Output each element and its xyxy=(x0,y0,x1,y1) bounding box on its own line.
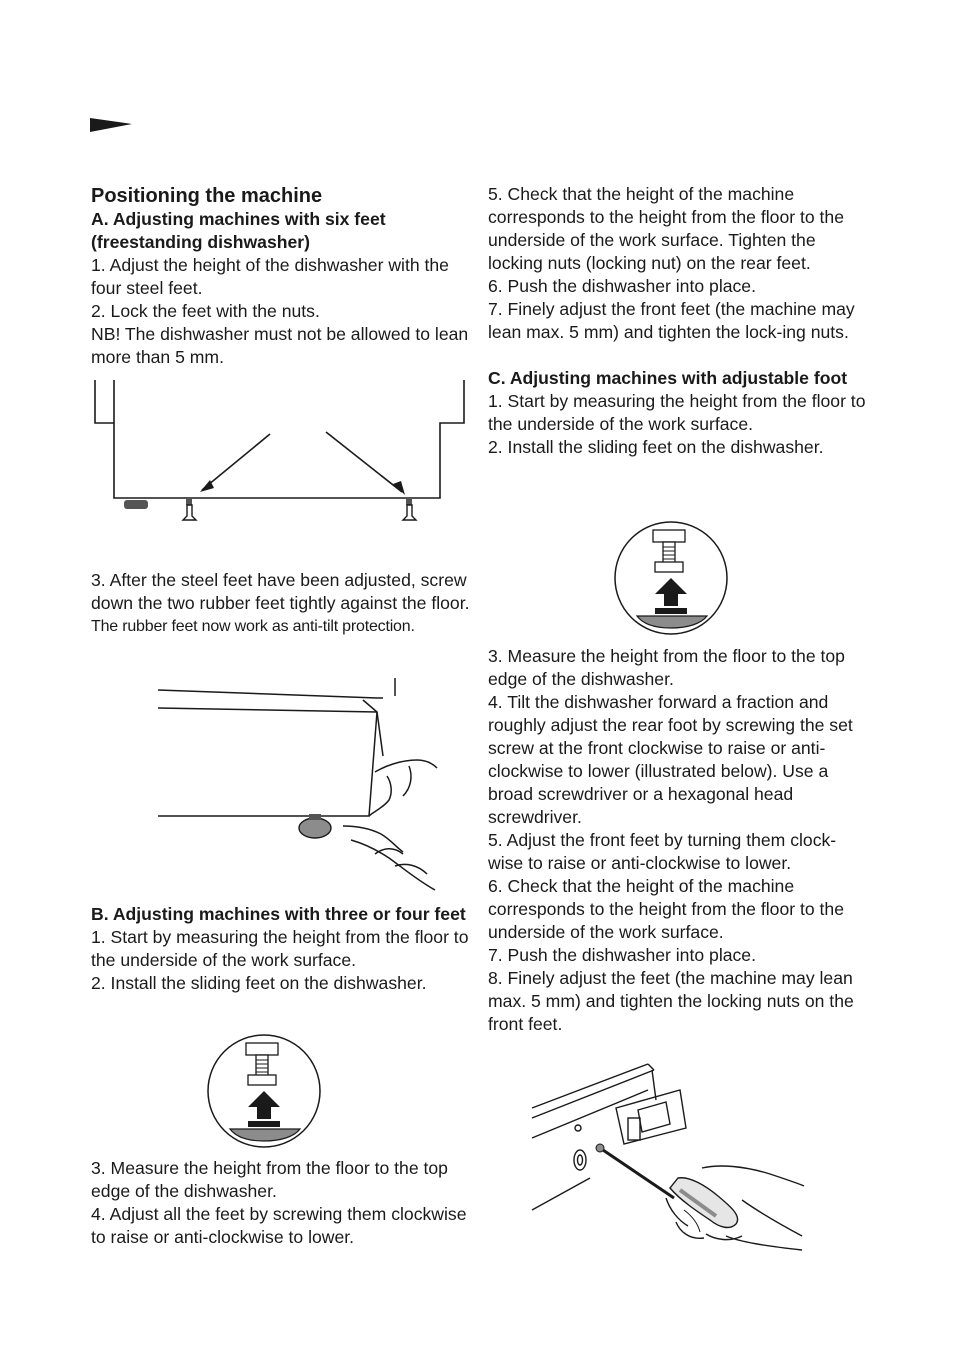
section-a-step2: 2. Lock the feet with the nuts. xyxy=(91,301,320,321)
section-a-step1: 1. Adjust the height of the dishwasher with the four steel feet. xyxy=(91,255,449,298)
sliding-foot-icon-right xyxy=(613,520,729,636)
section-c-step5: 5. Adjust the front feet by turning them clock-wise to raise or anti-clockwise to lower. xyxy=(488,830,837,873)
section-a-step3-note: The rubber feet now work as anti-tilt protection. xyxy=(91,618,415,635)
screwdriver-adjust-illustration xyxy=(530,1060,810,1255)
section-b-heading: B. Adjusting machines with three or four feet xyxy=(91,904,466,924)
section-b-step1: 1. Start by measuring the height from the floor to the underside of the work surface. xyxy=(91,927,469,970)
page-title: Positioning the machine xyxy=(91,185,323,207)
section-b-step6: 6. Push the dishwasher into place. xyxy=(488,276,756,296)
left-column-top xyxy=(91,184,471,369)
section-a-step3: 3. After the steel feet have been adjusted, screw down the two rubber feet tightly against the floor. xyxy=(91,570,470,613)
section-a-heading: A. Adjusting machines with six feet (freestanding dishwasher) xyxy=(91,209,386,252)
section-c-step4: 4. Tilt the dishwasher forward a fraction and roughly adjust the rear foot by screwing the set screw at the front clockwise to raise or anti-clockwise to lower (illustrated below). Use a broad screwdriver or a hexagonal head screwdriver. xyxy=(488,692,853,827)
section-b-step7: 7. Finely adjust the front feet (the machine may lean max. 5 mm) and tighten the lock-ing nuts. xyxy=(488,299,855,342)
section-c-heading: C. Adjusting machines with adjustable foot xyxy=(488,368,848,388)
section-c-step3: 3. Measure the height from the floor to the top edge of the dishwasher. xyxy=(488,646,845,689)
dishwasher-feet-illustration xyxy=(90,378,470,528)
section-b-step4: 4. Adjust all the feet by screwing them clockwise to raise or anti-clockwise to lower. xyxy=(91,1204,467,1247)
section-b-step3: 3. Measure the height from the floor to the top edge of the dishwasher. xyxy=(91,1158,448,1201)
section-a-note: NB! The dishwasher must not be allowed to lean more than 5 mm. xyxy=(91,324,469,367)
left-column-bottom xyxy=(91,1157,476,1249)
section-c-step8: 8. Finely adjust the feet (the machine may lean max. 5 mm) and tighten the locking nuts on the front feet. xyxy=(488,968,854,1034)
right-column-top xyxy=(488,183,866,459)
rubber-foot-hand-illustration xyxy=(155,676,445,896)
section-b-step5: 5. Check that the height of the machine corresponds to the height from the floor to the underside of the work surface. Tighten the locking nuts (locking nut) on the rear feet. xyxy=(488,184,844,273)
left-column-section-b xyxy=(91,903,471,995)
arrow-marker-icon xyxy=(90,114,134,134)
left-column-mid xyxy=(91,569,471,638)
section-c-step1: 1. Start by measuring the height from the floor to the underside of the work surface. xyxy=(488,391,866,434)
sliding-foot-icon xyxy=(206,1033,322,1149)
section-c-step2: 2. Install the sliding feet on the dishwasher. xyxy=(488,437,824,457)
right-column-bottom xyxy=(488,645,866,1036)
section-b-step2: 2. Install the sliding feet on the dishwasher. xyxy=(91,973,427,993)
section-c-step6: 6. Check that the height of the machine corresponds to the height from the floor to the underside of the work surface. xyxy=(488,876,844,942)
section-c-step7: 7. Push the dishwasher into place. xyxy=(488,945,756,965)
